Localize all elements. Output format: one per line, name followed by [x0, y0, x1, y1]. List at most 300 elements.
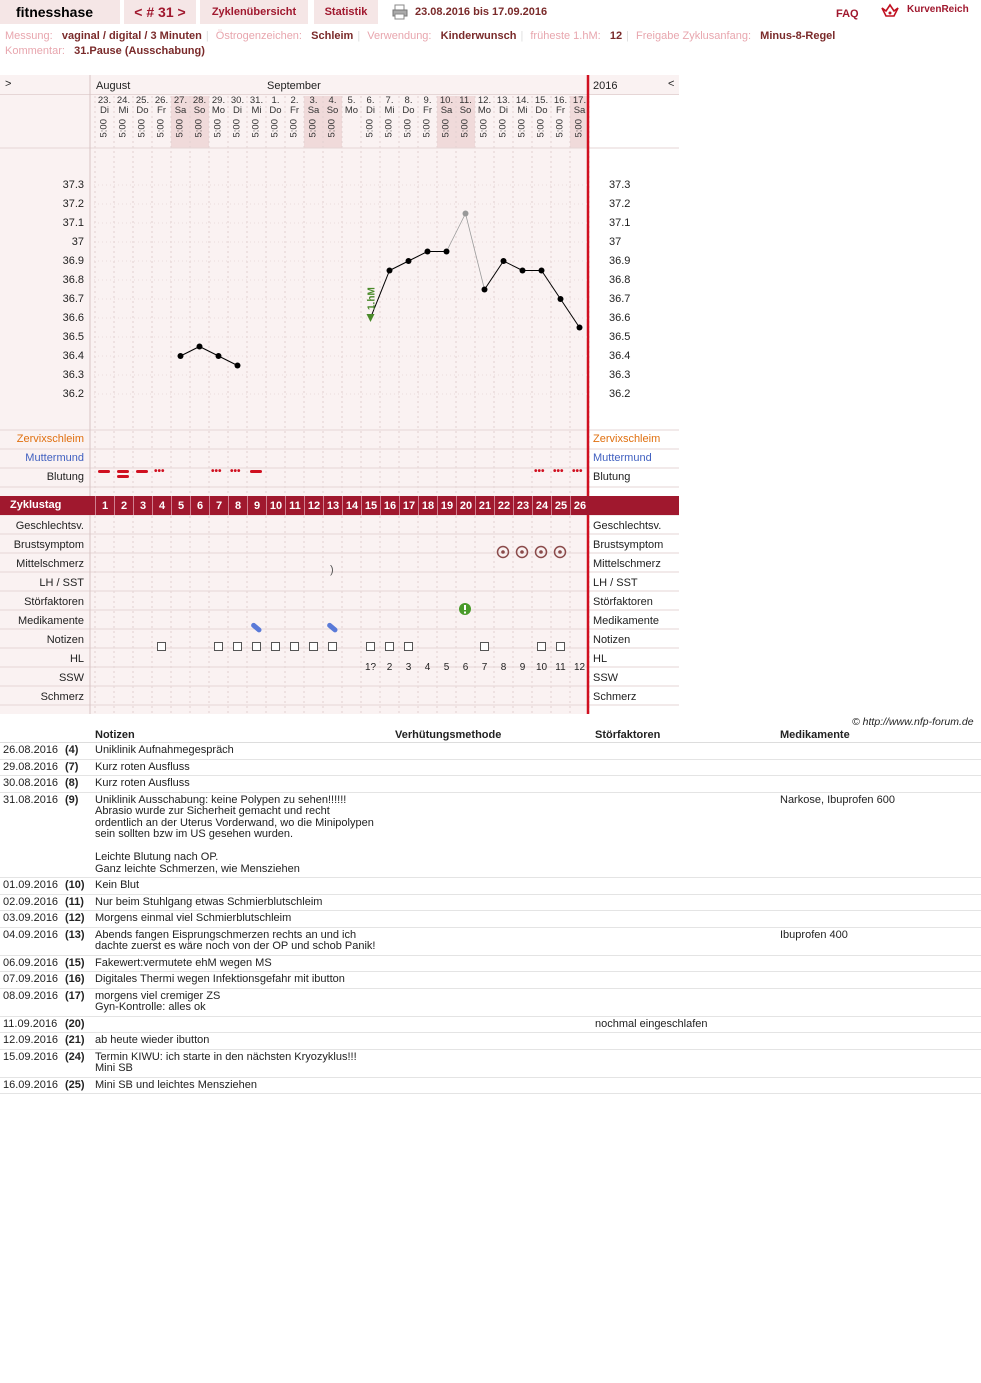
note-verhuetung	[392, 927, 592, 955]
day-time: 5:00	[535, 119, 547, 138]
note-icon[interactable]	[233, 642, 242, 651]
day-time: 5:00	[516, 119, 528, 138]
zyklustag-cell[interactable]: 18	[418, 496, 437, 515]
oestrogen-label: Östrogenzeichen:	[215, 30, 302, 42]
day-date: 25.	[135, 95, 150, 106]
note-stoerfaktor	[592, 972, 777, 989]
year-label: 2016	[593, 80, 618, 92]
freigabe-value: Minus-8-Regel	[760, 30, 836, 42]
day-date: 7.	[385, 95, 394, 106]
temperature-segment	[219, 356, 238, 366]
day-date: 6.	[366, 95, 375, 106]
zyklustag-cell[interactable]: 15	[361, 496, 380, 515]
mittelschmerz-icon: )	[330, 564, 334, 576]
y-tick-label: 36.4	[62, 350, 84, 362]
note-date: 02.09.2016	[0, 894, 62, 911]
day-weekday: Mi	[251, 105, 262, 116]
note-stoerfaktor	[592, 894, 777, 911]
note-text: Fakewert:vermutete ehM wegen MS	[92, 955, 392, 972]
hl-value: 6	[462, 662, 469, 673]
day-time: 5:00	[326, 119, 338, 138]
pill-shape	[326, 622, 338, 634]
note-text: Nur beim Stuhlgang etwas Schmierblutschleim	[92, 894, 392, 911]
note-text	[92, 1016, 392, 1033]
hl-value: 11	[555, 662, 566, 673]
note-verhuetung	[392, 911, 592, 928]
y-tick-label: 36.6	[609, 312, 631, 324]
day-date: 31.	[249, 95, 264, 106]
row-label-right-notizen: Notizen	[593, 634, 631, 646]
note-icon[interactable]	[290, 642, 299, 651]
y-tick-label: 36.8	[62, 274, 84, 286]
temperature-segment	[504, 261, 523, 271]
row-label-mittel: Mittelschmerz	[16, 558, 84, 570]
temperature-point	[235, 363, 241, 369]
day-weekday: Mi	[118, 105, 129, 116]
temperature-point	[425, 249, 431, 255]
zyklustag-cell[interactable]: 10	[266, 496, 285, 515]
bleeding-light-mark: •••	[572, 466, 583, 477]
note-date: 03.09.2016	[0, 911, 62, 928]
pill-icon	[249, 621, 263, 635]
notes-header-empty	[0, 728, 92, 743]
note-cycle-day: (17)	[62, 988, 92, 1016]
day-date: 4.	[328, 95, 337, 106]
temperature-segment	[485, 261, 504, 290]
chart-next-button[interactable]: <	[668, 78, 675, 90]
day-date: 11.	[459, 95, 472, 106]
note-stoerfaktor	[592, 911, 777, 928]
note-stoerfaktor	[592, 743, 777, 760]
y-tick-label: 36.9	[609, 255, 631, 267]
day-weekday: Mi	[517, 105, 528, 116]
note-date: 30.08.2016	[0, 776, 62, 793]
note-date: 29.08.2016	[0, 759, 62, 776]
temperature-point	[501, 258, 507, 264]
note-cycle-day: (9)	[62, 792, 92, 878]
note-date: 07.09.2016	[0, 972, 62, 989]
copyright[interactable]: © http://www.nfp-forum.de	[852, 716, 974, 728]
day-date: 29.	[211, 95, 226, 106]
hl-value: 3	[405, 662, 412, 673]
zyklustag-cell[interactable]: 17	[399, 496, 418, 515]
day-time: 5:00	[573, 119, 585, 138]
breast-symptom-icon	[515, 545, 529, 559]
day-weekday: So	[193, 105, 206, 116]
row-label-right-mittel: Mittelschmerz	[593, 558, 661, 570]
zyklustag-cell[interactable]: 20	[456, 496, 475, 515]
day-weekday: Sa	[573, 105, 586, 116]
row-label-medi: Medikamente	[17, 615, 84, 627]
notes-row	[0, 759, 981, 776]
note-stoerfaktor	[592, 927, 777, 955]
zyklustag-cell[interactable]: 19	[437, 496, 456, 515]
day-date: 1.	[271, 95, 280, 106]
y-tick-label: 37.1	[62, 217, 84, 229]
chart-prev-button[interactable]: >	[5, 78, 12, 90]
day-date: 27.	[173, 95, 188, 106]
zyklustag-row	[0, 496, 679, 515]
note-medikament	[777, 878, 981, 895]
day-date: 15.	[534, 95, 549, 106]
notes-table	[0, 728, 981, 1094]
y-tick-label: 36.4	[609, 350, 631, 362]
zyklustag-cell[interactable]: 24	[532, 496, 551, 515]
frueheste-label: früheste 1.hM:	[530, 30, 601, 42]
first-hm-marker-label: 1.hM	[366, 287, 378, 310]
note-medikament	[777, 972, 981, 989]
zyklustag-cell[interactable]: 3	[133, 496, 152, 515]
hl-value: 5	[443, 662, 450, 673]
note-date: 11.09.2016	[0, 1016, 62, 1033]
note-medikament	[777, 1049, 981, 1077]
notes-row	[0, 894, 981, 911]
hl-value: 7	[481, 662, 488, 673]
day-time: 5:00	[117, 119, 129, 138]
oestrogen-value: Schleim	[311, 30, 354, 42]
zyklustag-cell[interactable]: 12	[304, 496, 323, 515]
tab-statistik[interactable]: Statistik	[314, 0, 378, 24]
day-weekday: Mo	[211, 105, 226, 116]
freigabe-label: Freigabe Zyklusanfang:	[636, 30, 751, 42]
note-stoerfaktor	[592, 1049, 777, 1077]
y-tick-label: 37.3	[62, 179, 84, 191]
note-stoerfaktor	[592, 988, 777, 1016]
verwendung-value: Kinderwunsch	[440, 30, 517, 42]
note-cycle-day: (21)	[62, 1033, 92, 1050]
notes-row	[0, 1033, 981, 1050]
day-date: 28.	[192, 95, 207, 106]
day-time: 5:00	[98, 119, 110, 138]
row-label-right-lh: LH / SST	[593, 577, 638, 589]
note-verhuetung	[392, 1077, 592, 1094]
day-weekday: Di	[233, 105, 242, 116]
note-stoerfaktor	[592, 878, 777, 895]
notes-row	[0, 988, 981, 1016]
note-verhuetung	[392, 792, 592, 878]
day-time: 5:00	[288, 119, 300, 138]
row-label-ssw: SSW	[58, 672, 84, 684]
pill-shape	[250, 622, 262, 634]
zyklustag-cell[interactable]: 25	[551, 496, 570, 515]
day-weekday: So	[326, 105, 339, 116]
hl-value: 2	[386, 662, 393, 673]
note-stoerfaktor	[592, 1033, 777, 1050]
day-time: 5:00	[250, 119, 262, 138]
y-tick-label: 36.5	[609, 331, 631, 343]
hl-value: 10	[535, 662, 548, 673]
icon-dot	[558, 550, 562, 554]
temperature-point	[482, 287, 488, 293]
cycle-nav-button[interactable]: < # 31 >	[124, 0, 196, 24]
row-label-hl: HL	[69, 653, 84, 665]
day-time: 5:00	[478, 119, 490, 138]
zyklustag-label: Zyklustag	[10, 499, 62, 511]
zyklustag-cell[interactable]: 21	[475, 496, 494, 515]
zyklustag-cell[interactable]: 11	[285, 496, 304, 515]
zyklustag-cell[interactable]: 16	[380, 496, 399, 515]
day-weekday: Sa	[440, 105, 453, 116]
tab-zyklenuebersicht[interactable]: Zyklenübersicht	[200, 0, 308, 24]
note-cycle-day: (7)	[62, 759, 92, 776]
zyklustag-cell[interactable]: 9	[247, 496, 266, 515]
note-cycle-day: (15)	[62, 955, 92, 972]
day-time: 5:00	[212, 119, 224, 138]
row-label-right-blutung: Blutung	[593, 471, 631, 483]
temperature-point	[463, 211, 469, 217]
zyklustag-cell[interactable]: 23	[513, 496, 532, 515]
note-icon[interactable]	[271, 642, 280, 651]
row-label-right-zervixschleim: Zervixschleim	[593, 433, 661, 445]
hl-value: 8	[500, 662, 507, 673]
note-icon[interactable]	[214, 642, 223, 651]
note-stoerfaktor	[592, 1077, 777, 1094]
y-tick-label: 36.5	[62, 331, 84, 343]
note-verhuetung	[392, 743, 592, 760]
note-icon[interactable]	[328, 642, 337, 651]
y-tick-label: 36.2	[609, 388, 631, 400]
day-time: 5:00	[174, 119, 186, 138]
day-date: 12.	[477, 95, 492, 106]
bleeding-heavy-mark	[136, 470, 148, 473]
temperature-marker	[367, 314, 375, 322]
temperature-segment	[466, 214, 485, 290]
breast-symptom-icon	[534, 545, 548, 559]
breast-symptom-icon	[553, 545, 567, 559]
row-label-notizen: Notizen	[46, 634, 84, 646]
icon-dot	[520, 550, 524, 554]
notes-row	[0, 792, 981, 878]
note-icon[interactable]	[157, 642, 166, 651]
notes-header-stoerfaktoren: Störfaktoren	[592, 728, 777, 743]
temperature-segment	[447, 214, 466, 252]
bleeding-light-mark: •••	[553, 466, 564, 477]
day-weekday: Fr	[157, 105, 166, 116]
note-text: ab heute wieder ibutton	[92, 1033, 392, 1050]
row-label-right-muttermund: Muttermund	[593, 452, 652, 464]
day-date: 23.	[97, 95, 112, 106]
note-verhuetung	[392, 955, 592, 972]
note-text: Kein Blut	[92, 878, 392, 895]
note-medikament	[777, 1033, 981, 1050]
day-weekday: Mo	[344, 105, 359, 116]
notes-header-medikamente: Medikamente	[777, 728, 981, 743]
zyklustag-cell[interactable]: 2	[114, 496, 133, 515]
y-tick-label: 37.2	[62, 198, 84, 210]
day-weekday: Do	[402, 105, 415, 116]
icon-dot	[539, 550, 543, 554]
temperature-segment	[390, 261, 409, 271]
note-medikament	[777, 988, 981, 1016]
temperature-point	[558, 296, 564, 302]
day-time: 5:00	[364, 119, 376, 138]
notes-row	[0, 911, 981, 928]
note-text: Uniklinik Ausschabung: keine Polypen zu sehen!!!!!! Abrasio wurde zur Sicherheit gemacht und recht ordentlich an der Uterus Vorderwand, wo die Minipolypen sein sollten bzw im US gesehen wurden. Leichte Blutung nach OP. Ganz leichte Schmerzen, wie Mensziehen	[92, 792, 392, 878]
day-weekday: Di	[499, 105, 508, 116]
notes-header-row	[0, 728, 981, 743]
zyklustag-cell[interactable]: 4	[152, 496, 171, 515]
row-label-right-ssw: SSW	[593, 672, 619, 684]
note-cycle-day: (13)	[62, 927, 92, 955]
note-icon[interactable]	[366, 642, 375, 651]
hl-value: 4	[424, 662, 431, 673]
note-cycle-day: (25)	[62, 1077, 92, 1094]
note-date: 26.08.2016	[0, 743, 62, 760]
note-cycle-day: (16)	[62, 972, 92, 989]
row-label-muttermund: Muttermund	[25, 452, 84, 464]
y-tick-label: 36.7	[62, 293, 84, 305]
row-label-right-medi: Medikamente	[593, 615, 660, 627]
row-label-blutung: Blutung	[46, 471, 84, 483]
y-tick-label: 36.7	[609, 293, 631, 305]
day-weekday: Di	[100, 105, 109, 116]
icon-dot	[464, 612, 466, 614]
day-date: 24.	[116, 95, 131, 106]
y-tick-label: 37.2	[609, 198, 631, 210]
day-time: 5:00	[421, 119, 433, 138]
messung-label: Messung:	[5, 30, 53, 42]
bleeding-light-mark: •••	[534, 466, 545, 477]
bleeding-heavy-mark	[117, 470, 129, 473]
day-time: 5:00	[193, 119, 205, 138]
day-date: 26.	[154, 95, 169, 106]
day-time: 5:00	[497, 119, 509, 138]
note-medikament	[777, 1077, 981, 1094]
hl-value: 12	[573, 662, 586, 673]
note-text: Kurz roten Ausfluss	[92, 776, 392, 793]
note-icon[interactable]	[309, 642, 318, 651]
note-stoerfaktor	[592, 792, 777, 878]
zyklustag-cell[interactable]: 13	[323, 496, 342, 515]
day-weekday: Fr	[290, 105, 299, 116]
day-time: 5:00	[155, 119, 167, 138]
notes-row	[0, 878, 981, 895]
row-label-brust: Brustsymptom	[13, 539, 84, 551]
day-weekday: Do	[269, 105, 282, 116]
day-date: 8.	[404, 95, 413, 106]
note-text: Digitales Thermi wegen Infektionsgefahr mit ibutton	[92, 972, 392, 989]
note-date: 31.08.2016	[0, 792, 62, 878]
zyklustag-cell[interactable]: 8	[228, 496, 247, 515]
note-icon[interactable]	[556, 642, 565, 651]
month-label-august: August	[96, 80, 131, 92]
day-date: 3.	[309, 95, 318, 106]
day-weekday: Mi	[384, 105, 395, 116]
note-medikament	[777, 911, 981, 928]
note-icon[interactable]	[252, 642, 261, 651]
breast-symptom-icon	[496, 545, 510, 559]
y-tick-label: 36.8	[609, 274, 631, 286]
bleeding-light-mark: •••	[230, 466, 241, 477]
day-date: 17.	[572, 95, 587, 106]
note-date: 06.09.2016	[0, 955, 62, 972]
note-date: 08.09.2016	[0, 988, 62, 1016]
note-icon[interactable]	[480, 642, 489, 651]
day-date: 13.	[496, 95, 511, 106]
note-cycle-day: (24)	[62, 1049, 92, 1077]
notes-row	[0, 955, 981, 972]
note-icon[interactable]	[385, 642, 394, 651]
row-label-right-stoer: Störfaktoren	[593, 596, 653, 608]
day-time: 5:00	[136, 119, 148, 138]
note-text: Uniklinik Aufnahmegespräch	[92, 743, 392, 760]
note-text: Morgens einmal viel Schmierblutschleim	[92, 911, 392, 928]
zyklustag-cell[interactable]: 7	[209, 496, 228, 515]
note-date: 15.09.2016	[0, 1049, 62, 1077]
note-stoerfaktor: nochmal eingeschlafen	[592, 1016, 777, 1033]
day-time: 5:00	[383, 119, 395, 138]
day-weekday: Do	[535, 105, 548, 116]
zyklustag-cell[interactable]: 22	[494, 496, 513, 515]
note-verhuetung	[392, 894, 592, 911]
icon-dot	[501, 550, 505, 554]
notes-row	[0, 972, 981, 989]
note-cycle-day: (4)	[62, 743, 92, 760]
note-cycle-day: (8)	[62, 776, 92, 793]
temperature-segment	[542, 271, 561, 300]
note-date: 12.09.2016	[0, 1033, 62, 1050]
zyklustag-cell[interactable]: 5	[171, 496, 190, 515]
zyklustag-cell[interactable]: 1	[95, 496, 114, 515]
temperature-point	[178, 353, 184, 359]
note-icon[interactable]	[404, 642, 413, 651]
day-weekday: Di	[366, 105, 375, 116]
day-date: 16.	[553, 95, 568, 106]
zyklustag-cell[interactable]: 6	[190, 496, 209, 515]
meta-line-1: Messung: vaginal / digital / 3 Minuten | Östrogenzeichen: Schleim | Verwendung: Kinderwunsch | früheste 1.hM: 12 | Freigabe Zyklusanfang: Minus-8-Regel	[5, 30, 836, 42]
note-verhuetung	[392, 878, 592, 895]
faq-link[interactable]: FAQ	[836, 8, 859, 20]
day-weekday: Fr	[423, 105, 432, 116]
y-tick-label: 37.3	[609, 179, 631, 191]
hl-value: 1?	[364, 662, 377, 673]
y-tick-label: 37	[71, 236, 84, 248]
day-date: 10.	[439, 95, 454, 106]
note-medikament	[777, 955, 981, 972]
notes-row	[0, 927, 981, 955]
notes-row	[0, 776, 981, 793]
note-text: Kurz roten Ausfluss	[92, 759, 392, 776]
note-verhuetung	[392, 1033, 592, 1050]
note-stoerfaktor	[592, 759, 777, 776]
day-date: 2.	[290, 95, 299, 106]
note-icon[interactable]	[537, 642, 546, 651]
note-cycle-day: (20)	[62, 1016, 92, 1033]
notes-row	[0, 743, 981, 760]
temperature-segment	[561, 299, 580, 328]
temperature-point	[387, 268, 393, 274]
y-tick-label: 36.9	[62, 255, 84, 267]
kommentar-label: Kommentar:	[5, 45, 65, 57]
note-text: Abends fangen Eisprungschmerzen rechts an und ich dachte zuerst es wäre noch von der OP und schob Panik!	[92, 927, 392, 955]
y-tick-label: 37.1	[609, 217, 631, 229]
row-label-stoer: Störfaktoren	[24, 596, 84, 608]
zyklustag-cell[interactable]: 14	[342, 496, 361, 515]
pill-icon	[325, 621, 339, 635]
temperature-point	[197, 344, 203, 350]
note-verhuetung	[392, 988, 592, 1016]
day-weekday: Mo	[477, 105, 492, 116]
username: fitnesshase	[0, 0, 120, 24]
month-label-september: September	[267, 80, 321, 92]
day-time: 5:00	[440, 119, 452, 138]
day-date: 14.	[515, 95, 530, 106]
notes-header-verhuetung: Verhütungsmethode	[392, 728, 592, 743]
kurvenreich-logo[interactable]: KurvenReich	[907, 4, 969, 15]
stoerfaktor-icon	[458, 602, 472, 616]
zyklustag-cell[interactable]: 26	[570, 496, 589, 515]
notes-row	[0, 1049, 981, 1077]
